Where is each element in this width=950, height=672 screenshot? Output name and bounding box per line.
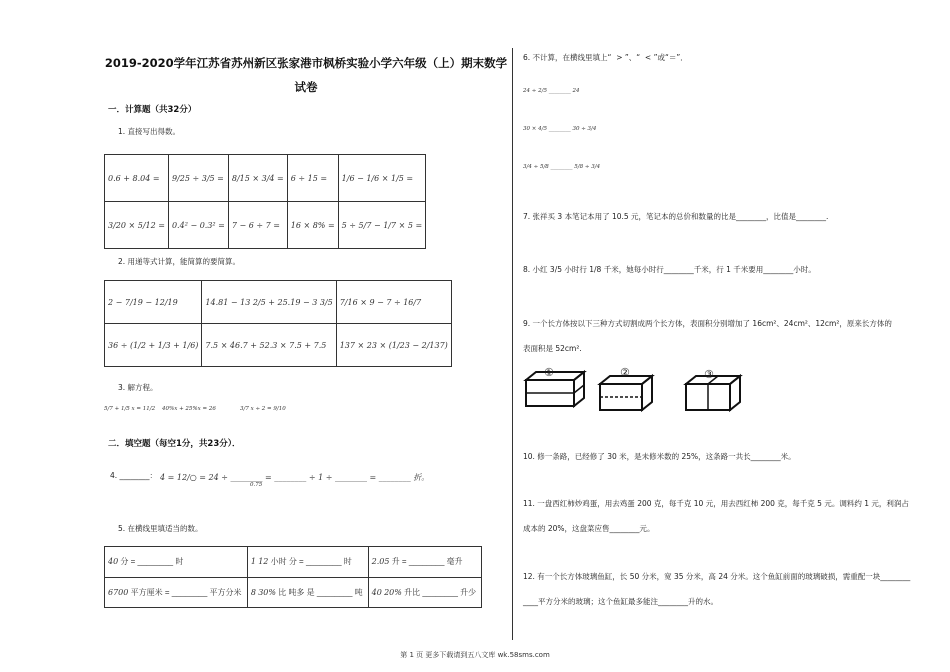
figure-label-1: ①: [544, 366, 554, 379]
question-11-text: 11. 一盘西红柿炒鸡蛋，用去鸡蛋 200 克，每千克 10 元，用去西红柿 200 克，每千克 5 元。调料约 1 元，利润占: [523, 499, 909, 508]
question-8-text: 8. 小红 3/5 小时行 1/8 千米，她每小时行________千米，行 1 千米要用________小时。: [523, 265, 816, 274]
q1-cell: 8/15 × 3/4 =: [228, 155, 287, 202]
column-divider: [512, 48, 513, 640]
q5-cell: [247, 547, 368, 578]
question-7-text: 7. 张祥买 3 本笔记本用了 10.5 元，笔记本的总价和数量的比是________，比值是________.: [523, 212, 829, 221]
question-3-text: 3. 解方程。: [118, 383, 158, 392]
q5-value: 40: [371, 587, 382, 597]
q2-cell: 7.5 × 46.7 + 52.3 × 7.5 + 7.5: [202, 324, 336, 367]
question-2-text: 2. 用递等式计算，能简算的要简算。: [118, 257, 241, 266]
question-6-item: 30 × 4/5 ________ 30 ÷ 3/4: [523, 126, 597, 132]
q5-label: 分 = ________ 时: [120, 557, 184, 567]
q1-cell: 6 ÷ 15 =: [287, 155, 338, 202]
equation-3: 3/7 x ÷ 2 = 9/10: [240, 406, 286, 412]
question-5-text: 5. 在横线里填适当的数。: [118, 524, 203, 533]
q5-cell: [105, 577, 248, 608]
q1-cell: 1/6 − 1/6 × 1/5 =: [338, 155, 426, 202]
q1-cell: 5 ÷ 5/7 − 1/7 × 5 =: [338, 202, 426, 249]
question-9-text-2: 表面积是 52cm².: [523, 344, 582, 353]
q5-value-2: 12: [258, 557, 269, 567]
q5-value: 40: [108, 557, 119, 567]
q5-cell: [368, 577, 481, 608]
q1-table: [104, 154, 426, 249]
q2-cell: 36 ÷ (1/2 + 1/3 + 1/6): [105, 324, 202, 367]
q5-value: 6700: [108, 587, 129, 597]
question-12-text-2: ____平方分米的玻璃；这个鱼缸最多能注________升的水。: [523, 597, 718, 606]
q1-cell: 7 − 6 ÷ 7 =: [228, 202, 287, 249]
question-9-text: 9. 一个长方体按以下三种方式切割成两个长方体，表面积分别增加了 16cm²、24cm²、12cm²，原来长方体的: [523, 319, 892, 328]
q1-cell: 0.4² − 0.3² =: [168, 202, 228, 249]
section-heading-calc: 一．计算题（共32分）: [108, 105, 197, 115]
q5-value-2: 30%: [258, 587, 276, 597]
q5-cell: [368, 547, 481, 578]
paper-title: 2019-2020学年江苏省苏州新区张家港市枫桥实验小学六年级（上）期末数学: [104, 56, 508, 70]
q2-cell: 7/16 × 9 − 7 ÷ 16/7: [336, 281, 451, 324]
q1-cell: 3/20 × 5/12 =: [105, 202, 169, 249]
cuboid-figure-1: [522, 366, 588, 410]
question-4-expression: 4 = 12/○ = 24 ÷ ________ = ________ ÷ 1 ÷ ________ = ________ 折。: [160, 473, 430, 482]
q5-cell: [247, 577, 368, 608]
paper-title-line2: 试卷: [294, 80, 318, 94]
question-11-text-2: 成本的 20%，这盘菜应售________元。: [523, 524, 655, 533]
q2-cell: 137 × 23 × (1/23 − 2/137): [336, 324, 451, 367]
q5-value: 8: [250, 587, 256, 597]
q5-label: 升比 ________ 升少: [404, 587, 477, 597]
q2-table: [104, 280, 452, 367]
figure-label-2: ②: [620, 366, 630, 379]
q5-table: [104, 546, 482, 608]
q5-label: 小时 分 = ________ 时: [270, 557, 352, 567]
equation-2: 40%x + 25%x = 26: [162, 406, 216, 412]
q5-label: 升 = ________ 毫升: [391, 557, 463, 567]
q1-cell: 0.6 + 8.04 =: [105, 155, 169, 202]
q2-cell: 2 − 7/19 − 12/19: [105, 281, 202, 324]
question-10-text: 10. 修一条路，已经修了 30 米，是未修米数的 25%，这条路一共长________米。: [523, 452, 796, 461]
question-12-text: 12. 有一个长方体玻璃鱼缸，长 50 分米，宽 35 分米，高 24 分米。这个鱼缸前面的玻璃破损，需重配一块________: [523, 572, 911, 581]
section-heading-fill: 二．填空题（每空1分，共23分）．: [108, 439, 241, 449]
question-4-number: 4. ________：: [110, 471, 158, 480]
question-6-item: 3/4 ÷ 5/8 ________ 5/8 ÷ 3/4: [523, 164, 601, 170]
question-6-item: 24 ÷ 2/5 ________ 24: [523, 88, 580, 94]
question-6-text: 6. 不计算，在横线里填上“ > ”、“ < ”或“＝”．: [523, 53, 688, 62]
q5-value-2: 20%: [384, 587, 402, 597]
equation-1: 5/7 + 1/5 x = 11/2: [104, 406, 156, 412]
q5-value: 2.05: [371, 557, 390, 567]
q1-cell: 16 × 8% =: [287, 202, 338, 249]
q2-cell: 14.81 − 13 2/5 + 25.19 − 3 3/5: [202, 281, 336, 324]
q5-label: 平方厘米 = ________ 平方分米: [130, 587, 242, 597]
page-footer: 第 1 页 更多下载请到五八文库 wk.58sms.com: [400, 651, 550, 659]
figure-label-3: ③: [704, 368, 714, 381]
q5-cell: [105, 547, 248, 578]
question-4-fraction: 0.75: [250, 482, 263, 488]
q5-value: 1: [250, 557, 256, 567]
q1-cell: 9/25 ÷ 3/5 =: [168, 155, 228, 202]
q5-label: 比 吨多 是 ________ 吨: [278, 587, 363, 597]
question-1-text: 1. 直接写出得数。: [118, 127, 181, 136]
